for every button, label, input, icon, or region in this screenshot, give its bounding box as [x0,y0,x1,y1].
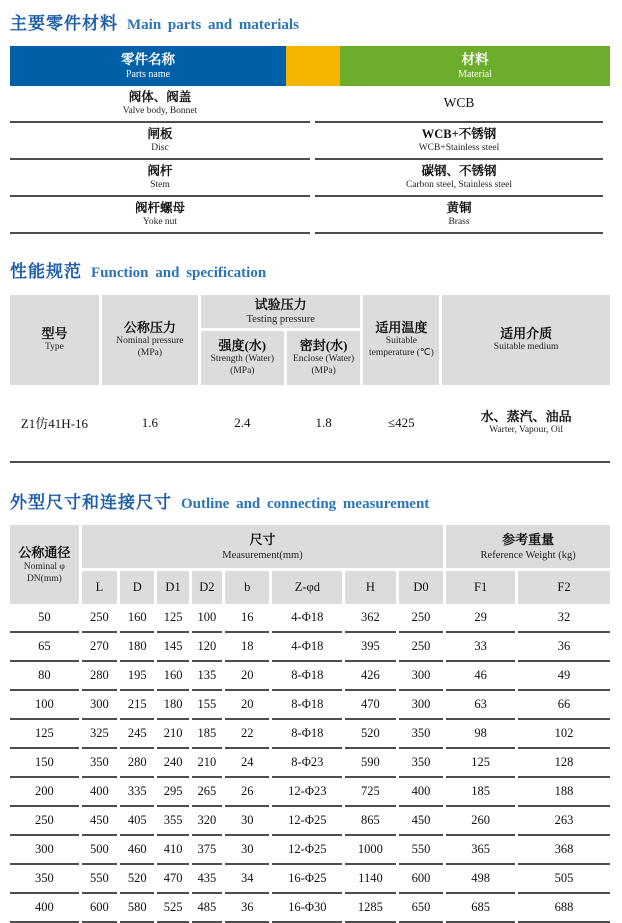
cell: 阀体、阀盖 Valve body, Bonnet [10,86,310,123]
header-dn-en2: DN(mm) [26,573,62,584]
cell: 300 [399,691,444,720]
cell: 8-Φ18 [272,691,342,720]
section-title-cn: 主要零件材料 [10,14,118,33]
cell: 135 [192,662,222,691]
cell: 145 [157,633,188,662]
header-suitable-medium [442,295,610,385]
dims-tbody [10,604,610,923]
cell: 590 [345,749,396,778]
materials-header-band [10,46,610,86]
cell: 100 [10,691,79,720]
cell: 335 [120,778,154,807]
header-strength-en: Strength (Water) [210,354,274,365]
cell: 250 [399,633,444,662]
header-nominal-diameter [10,525,79,604]
cell: 8-Φ23 [272,749,342,778]
cell: 12-Φ25 [272,807,342,836]
header-enclose-en: Enclose (Water) [293,354,355,365]
cell: 65 [10,633,79,662]
cell: 30 [225,836,269,865]
cell: 520 [120,865,154,894]
cell: 29 [446,604,515,633]
table-row [10,160,603,197]
cell: 66 [518,691,610,720]
header-F1: F1 [446,571,515,604]
cell: 4-Φ18 [272,633,342,662]
cell: 150 [10,749,79,778]
cell: 32 [518,604,610,633]
header-medium-en: Suitable medium [493,342,559,353]
section-spec [10,256,610,463]
header-D0: D0 [399,571,444,604]
header-testing-cn: 试验压力 [254,296,307,312]
cell: 125 [10,720,79,749]
cell: 188 [518,778,610,807]
dims-header-row-2 [10,571,610,604]
header-enclose-cn: 密封(水) [299,337,348,353]
materials-tbody [10,86,603,234]
cell: 16-Φ30 [272,894,342,923]
cell-enclose: 1.8 [287,385,361,461]
cell: 160 [157,662,188,691]
cell: 49 [518,662,610,691]
table-row [10,778,610,807]
cell: 黄铜 Brass [315,197,603,234]
spec-data-row [10,385,610,461]
header-D1: D1 [157,571,188,604]
cell: 250 [399,604,444,633]
spec-table [7,295,613,461]
cell: 阀杆螺母 Yoke nut [10,197,310,234]
table-row [10,836,610,865]
cell: 350 [399,749,444,778]
table-row [10,604,610,633]
cell: 102 [518,720,610,749]
cell: 525 [157,894,188,923]
header-nominal-unit: (MPa) [137,348,163,359]
cell: 350 [10,865,79,894]
cell: 160 [120,604,154,633]
cell: 8-Φ18 [272,720,342,749]
spec-header-row-1 [10,295,610,331]
cell: WCB [315,86,603,123]
cell: 20 [225,691,269,720]
materials-table [5,86,608,234]
cell: 295 [157,778,188,807]
cell: 280 [120,749,154,778]
cell: 闸板 Disc [10,123,310,160]
cell: 180 [120,633,154,662]
cell: 400 [399,778,444,807]
header-medium-cn: 适用介质 [500,325,553,341]
table-row [10,807,610,836]
header-L: L [82,571,117,604]
cell: 1285 [345,894,396,923]
cell: 260 [446,807,515,836]
cell: 365 [446,836,515,865]
cell: 498 [446,865,515,894]
header-weight-en: Reference Weight (kg) [480,549,576,561]
cell: 210 [157,720,188,749]
cell: 1000 [345,836,396,865]
cell: 550 [399,836,444,865]
cell: 50 [10,604,79,633]
table-row [10,633,610,662]
cell: 355 [157,807,188,836]
header-enclose-unit: (MPa) [311,366,336,377]
header-suitable-temperature [363,295,439,385]
cell: 325 [82,720,117,749]
cell: 300 [10,836,79,865]
cell: 300 [82,691,117,720]
cell: 460 [120,836,154,865]
cell: 240 [157,749,188,778]
cell: 20 [225,662,269,691]
cell: 250 [10,807,79,836]
cell: 34 [225,865,269,894]
header-dn-en1: Nominal φ [23,561,65,572]
cell: 碳钢、不锈钢 Carbon steel, Stainless steel [315,160,603,197]
cell: 63 [446,691,515,720]
cell: 505 [518,865,610,894]
cell: 8-Φ18 [272,662,342,691]
cell: 362 [345,604,396,633]
table-row [10,197,603,234]
cell: 195 [120,662,154,691]
section-title-en: Function and specification [91,264,267,281]
cell: 600 [399,865,444,894]
cell: 185 [446,778,515,807]
header-b: b [225,571,269,604]
header-measure-en: Measurement(mm) [222,549,303,561]
section-title-en: Outline and connecting measurement [181,495,430,512]
cell: 280 [82,662,117,691]
table-row [10,894,610,923]
cell-strength: 2.4 [201,385,284,461]
cell: 1140 [345,865,396,894]
cell-temp: ≤425 [363,385,439,461]
cell: 26 [225,778,269,807]
cell: 120 [192,633,222,662]
cell: 100 [192,604,222,633]
header-nominal-cn: 公称压力 [123,319,176,335]
cell: 500 [82,836,117,865]
table-row [10,749,610,778]
cell: 650 [399,894,444,923]
cell-medium-en: Warter, Vapour, Oil [489,425,563,436]
parts-name-label-en: Parts name [125,68,171,80]
header-Z-phi-d: Z-φd [272,571,342,604]
cell: 405 [120,807,154,836]
header-H: H [345,571,396,604]
cell: 580 [120,894,154,923]
cell-type: Z1仿41H-16 [10,385,99,461]
cell: 155 [192,691,222,720]
cell: 350 [82,749,117,778]
cell: 128 [518,749,610,778]
cell: 200 [10,778,79,807]
table-row [10,86,603,123]
header-enclose-water [287,331,361,385]
cell: 125 [446,749,515,778]
cell: 12-Φ25 [272,836,342,865]
header-testing-pressure [201,295,361,331]
cell: 410 [157,836,188,865]
header-type-cn: 型号 [41,325,68,341]
header-weight-cn: 参考重量 [502,532,555,548]
header-measure-cn: 尺寸 [249,532,276,548]
cell: 350 [399,720,444,749]
table-row [10,662,610,691]
header-temp-en1: Suitable [385,336,417,347]
section-dims [10,487,610,923]
cell: 250 [82,604,117,633]
section-title-materials [10,8,610,37]
header-strength-water [201,331,284,385]
material-header [340,46,610,86]
section-title-en: Main parts and materials [127,17,299,33]
cell: 46 [446,662,515,691]
cell: 470 [345,691,396,720]
cell: 180 [157,691,188,720]
section-materials [10,8,610,234]
cell: 865 [345,807,396,836]
cell: 4-Φ18 [272,604,342,633]
spec-bottom-rule [10,461,610,463]
header-D2: D2 [192,571,222,604]
table-row [10,123,603,160]
dims-table [7,525,613,923]
cell: 400 [82,778,117,807]
cell: 320 [192,807,222,836]
cell: 685 [446,894,515,923]
header-nominal-pressure [102,295,198,385]
cell: 725 [345,778,396,807]
cell: 125 [157,604,188,633]
parts-name-label-cn: 零件名称 [121,52,175,68]
section-title-cn: 外型尺寸和连接尺寸 [10,492,172,512]
cell: 98 [446,720,515,749]
cell: 24 [225,749,269,778]
cell: 36 [225,894,269,923]
cell: 520 [345,720,396,749]
parts-name-header [10,46,286,86]
cell: 185 [192,720,222,749]
cell: 435 [192,865,222,894]
header-strength-cn: 强度(水) [218,337,267,353]
header-nominal-en: Nominal pressure [116,336,184,347]
cell: 210 [192,749,222,778]
section-title-dims [10,487,610,516]
section-title-cn: 性能规范 [10,261,82,281]
cell: 18 [225,633,269,662]
cell: 485 [192,894,222,923]
header-F2: F2 [518,571,610,604]
cell: 470 [157,865,188,894]
material-label-en: Material [458,68,492,80]
header-temp-en2: temperature (℃) [369,348,434,359]
section-title-spec [10,256,610,285]
cell: 215 [120,691,154,720]
cell: 30 [225,807,269,836]
cell: 80 [10,662,79,691]
cell: 12-Φ23 [272,778,342,807]
cell: 阀杆 Stem [10,160,310,197]
cell: 550 [82,865,117,894]
cell: 395 [345,633,396,662]
header-dn-cn: 公称通径 [18,545,71,561]
material-label-cn: 材料 [461,52,489,68]
cell-medium-cn: 水、蒸汽、油品 [480,408,572,424]
cell: 263 [518,807,610,836]
table-row [10,691,610,720]
cell: 400 [10,894,79,923]
cell: 16 [225,604,269,633]
cell: WCB+不锈钢 WCB+Stainless steel [315,123,603,160]
cell: 16-Φ25 [272,865,342,894]
table-row [10,720,610,749]
cell: 270 [82,633,117,662]
cell: 426 [345,662,396,691]
table-row [10,865,610,894]
dims-header-row-1 [10,525,610,571]
cell: 450 [399,807,444,836]
cell: 450 [82,807,117,836]
cell: 22 [225,720,269,749]
cell: 300 [399,662,444,691]
header-D: D [120,571,154,604]
cell-nominal: 1.6 [102,385,198,461]
accent-bar [286,46,340,86]
cell: 688 [518,894,610,923]
header-reference-weight-group [446,525,610,571]
cell: 375 [192,836,222,865]
header-type [10,295,99,385]
cell-medium [442,385,610,461]
header-strength-unit: (MPa) [230,366,255,377]
cell: 36 [518,633,610,662]
header-type-en: Type [45,342,64,353]
header-testing-en: Testing pressure [246,314,315,326]
cell: 265 [192,778,222,807]
cell: 600 [82,894,117,923]
header-temp-cn: 适用温度 [375,319,428,335]
cell: 368 [518,836,610,865]
cell: 245 [120,720,154,749]
cell: 33 [446,633,515,662]
header-measurement-group [82,525,444,571]
